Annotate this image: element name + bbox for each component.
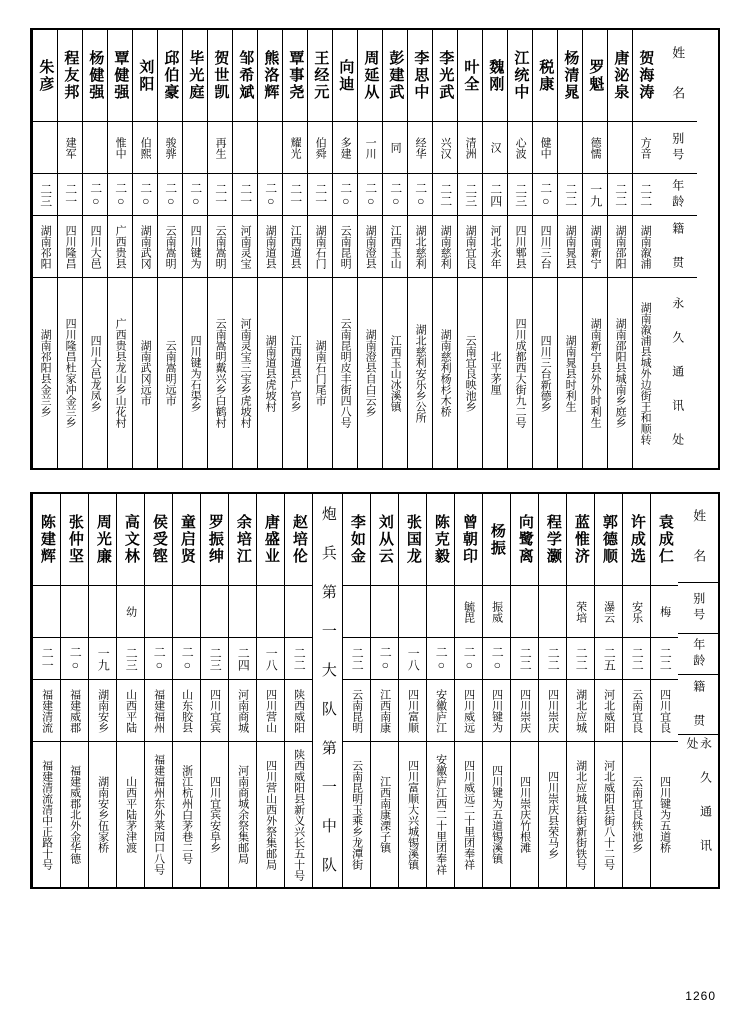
person-alias: [61, 586, 88, 638]
person-age: 一九: [583, 174, 607, 216]
person-age: 二一: [283, 174, 307, 216]
person-alias: [285, 586, 312, 638]
person-name: 唐盛业: [257, 494, 284, 586]
person-age: 二○: [258, 174, 282, 216]
person-alias: [33, 122, 57, 174]
person-alias: 惟中: [108, 122, 132, 174]
person-origin: 河北威阳: [595, 680, 622, 742]
person-origin: 江西玉山: [383, 216, 407, 278]
person-column: [382, 30, 407, 468]
person-column: [32, 30, 57, 468]
person-origin: 四川郫县: [508, 216, 532, 278]
person-origin: 湖南慈利: [433, 216, 457, 278]
person-address: 云南宜良映池乡: [464, 334, 477, 412]
person-name: 侯受铿: [145, 494, 172, 586]
person-column: [144, 494, 172, 887]
person-origin: 四川崇庆: [539, 680, 566, 742]
person-age: 二一: [208, 174, 232, 216]
person-alias: [145, 586, 172, 638]
person-name: 童启贤: [173, 494, 200, 586]
person-alias: 荣培: [567, 586, 594, 638]
person-column: [482, 494, 510, 887]
person-origin: 福建福州: [145, 680, 172, 742]
person-name: 周延从: [358, 30, 382, 122]
person-origin: 四川宜良: [651, 680, 678, 742]
person-alias: 同: [383, 122, 407, 174]
person-origin: 湖南安乡: [89, 680, 116, 742]
person-alias: [173, 586, 200, 638]
person-name: 唐泌泉: [608, 30, 632, 122]
person-origin: 四川崇庆: [511, 680, 538, 742]
person-column: [507, 30, 532, 468]
person-name: 陈建辉: [33, 494, 60, 586]
person-origin: 四川宜宾: [201, 680, 228, 742]
person-name: 陈克毅: [427, 494, 454, 586]
unit-label: 炮 兵 第 一 大 队 第 一 中 队: [319, 505, 336, 876]
person-origin: 四川键为: [483, 680, 510, 742]
person-name: 李如金: [343, 494, 370, 586]
person-alias: [558, 122, 582, 174]
person-origin: 云南嵩明: [208, 216, 232, 278]
person-column: [232, 30, 257, 468]
person-column: [57, 30, 82, 468]
person-address: 四川隆昌杜家冲金兰乡: [64, 318, 77, 428]
person-column: [282, 30, 307, 468]
person-age: 二一: [308, 174, 332, 216]
person-age: 二○: [133, 174, 157, 216]
person-origin: 四川威远: [455, 680, 482, 742]
person-age: 二二: [651, 638, 678, 680]
person-address: 山西平陆茅津渡: [124, 776, 137, 853]
header-name: 姓 名: [678, 494, 718, 583]
person-origin: 江西道县: [283, 216, 307, 278]
person-name: 贺海涛: [633, 30, 657, 122]
person-column: [398, 494, 426, 887]
person-address: 四川威远二十里团奉祥: [462, 759, 475, 870]
person-name: 李思中: [408, 30, 432, 122]
person-column: [182, 30, 207, 468]
person-alias: [539, 586, 566, 638]
person-address: 福建福州东外菜园口八号: [152, 754, 165, 875]
person-name: 余培江: [229, 494, 256, 586]
person-origin: 福建清流: [33, 680, 60, 742]
person-address: 湖南邵阳县城南乡庭乡: [614, 318, 627, 428]
person-age: 二二: [433, 174, 457, 216]
person-column: [257, 30, 282, 468]
person-origin: 湖南溆浦: [633, 216, 657, 278]
person-age: 二三: [201, 638, 228, 680]
person-address: 云南昆明皮丰街四八号: [339, 318, 352, 428]
person-column: [482, 30, 507, 468]
person-origin: 湖南宜良: [458, 216, 482, 278]
person-column: [432, 30, 457, 468]
person-age: 二一: [58, 174, 82, 216]
person-address: 云南嵩明远市: [164, 340, 177, 406]
person-name: 郭德顺: [595, 494, 622, 586]
person-alias: [233, 122, 257, 174]
person-address: 湖南道县虎坡村: [264, 334, 277, 412]
person-name: 罗振绅: [201, 494, 228, 586]
person-column: [172, 494, 200, 887]
person-name: 杨清晁: [558, 30, 582, 122]
person-age: 二二: [285, 638, 312, 680]
person-alias: [399, 586, 426, 638]
person-name: 刘阳: [133, 30, 157, 122]
person-column: [510, 494, 538, 887]
person-name: 蓝惟济: [567, 494, 594, 586]
header-alias: 别号: [657, 122, 697, 174]
person-column: [132, 30, 157, 468]
person-origin: 湖南祁阳: [33, 216, 57, 278]
person-name: 王经元: [308, 30, 332, 122]
person-address: 云南嵩明戴兴乡白鹤村: [214, 318, 227, 428]
person-address: 四川键为石渠乡: [189, 334, 202, 412]
person-name: 向鹭离: [511, 494, 538, 586]
person-age: 二一: [233, 174, 257, 216]
person-age: 二二: [511, 638, 538, 680]
person-address: 陕西威阳县新义兴长五十号: [292, 748, 305, 881]
person-name: 叶全: [458, 30, 482, 122]
person-name: 曾朝印: [455, 494, 482, 586]
person-age: 一八: [257, 638, 284, 680]
person-age: 二○: [183, 174, 207, 216]
person-origin: 陕西威阳: [285, 680, 312, 742]
person-name: 邹希斌: [233, 30, 257, 122]
person-alias: [511, 586, 538, 638]
person-alias: [89, 586, 116, 638]
person-address: 湖南澄县自白云乡: [364, 329, 377, 417]
person-origin: 湖南晁县: [558, 216, 582, 278]
person-alias: 德懦: [583, 122, 607, 174]
person-column: [632, 30, 657, 468]
person-address: 四川崇庆竹根滩: [518, 776, 531, 853]
person-alias: [229, 586, 256, 638]
person-address: 福建清流清中正路十号: [40, 759, 53, 870]
person-name: 张仲坚: [61, 494, 88, 586]
person-alias: 瀑云: [595, 586, 622, 638]
person-alias: 汉: [483, 122, 507, 174]
person-age: 二二: [623, 638, 650, 680]
person-alias: [257, 586, 284, 638]
person-name: 魏刚: [483, 30, 507, 122]
person-origin: 湖南新宁: [583, 216, 607, 278]
person-name: 刘从云: [371, 494, 398, 586]
person-alias: 建军: [58, 122, 82, 174]
person-age: 二二: [343, 638, 370, 680]
person-address: 云南昆明玉乘乡龙潭街: [350, 759, 363, 870]
person-origin: 湖北应城: [567, 680, 594, 742]
person-age: 二五: [595, 638, 622, 680]
person-age: 二四: [483, 174, 507, 216]
person-column: [566, 494, 594, 887]
header-origin: 籍 贯: [678, 675, 718, 735]
person-alias: [343, 586, 370, 638]
person-alias: 幼: [117, 586, 144, 638]
person-name: 罗魁: [583, 30, 607, 122]
person-column: [538, 494, 566, 887]
person-column: [607, 30, 632, 468]
person-column: [557, 30, 582, 468]
person-age: 二○: [333, 174, 357, 216]
person-age: 二○: [427, 638, 454, 680]
person-address: 四川宜宾安阜乡: [208, 776, 221, 853]
person-age: 二○: [408, 174, 432, 216]
person-name: 程学灏: [539, 494, 566, 586]
person-column: [228, 494, 256, 887]
person-origin: 江西南康: [371, 680, 398, 742]
person-address: 湖南溆浦县城外边街王和顺转: [639, 301, 652, 445]
person-age: 二○: [158, 174, 182, 216]
person-name: 杨健强: [83, 30, 107, 122]
person-alias: [201, 586, 228, 638]
person-address: 湖北慈利安乐乡公所: [414, 323, 427, 423]
person-address: 湖南慈利杨杉木桥: [439, 329, 452, 417]
person-name: 贺世凯: [208, 30, 232, 122]
person-origin: 云南嵩明: [158, 216, 182, 278]
person-address: 湖南新宁县外外时利生: [589, 318, 602, 428]
person-alias: 骏骅: [158, 122, 182, 174]
person-column: [60, 494, 88, 887]
person-alias: 毓毘: [455, 586, 482, 638]
person-origin: 四川大邑: [83, 216, 107, 278]
person-origin: 河北永年: [483, 216, 507, 278]
person-age: 二二: [539, 638, 566, 680]
person-address: 四川富顺大兴城锡溪镇: [406, 759, 419, 870]
person-column: [454, 494, 482, 887]
person-origin: 四川隆昌: [58, 216, 82, 278]
person-address: 江西南康溧子镇: [378, 776, 391, 853]
person-name: 熊洛辉: [258, 30, 282, 122]
person-origin: 四川营山: [257, 680, 284, 742]
person-alias: 梅: [651, 586, 678, 638]
person-address: 湖北应城县街新街铁号: [574, 759, 587, 870]
person-origin: 四川富顺: [399, 680, 426, 742]
person-column: [426, 494, 454, 887]
person-column: [457, 30, 482, 468]
person-alias: [608, 122, 632, 174]
person-alias: 一川: [358, 122, 382, 174]
person-address: 云南宜良铁池乡: [630, 776, 643, 853]
column-headers: [657, 30, 697, 468]
person-column: [342, 494, 370, 887]
person-age: 二○: [358, 174, 382, 216]
person-address: 四川崇庆县荣马乡: [546, 770, 559, 859]
person-column: [88, 494, 116, 887]
person-age: 二二: [558, 174, 582, 216]
person-age: 二○: [371, 638, 398, 680]
person-address: 四川键为五道桥: [658, 776, 671, 853]
person-address: 四川三台新德乡: [539, 334, 552, 412]
person-origin: 山东胶县: [173, 680, 200, 742]
header-origin: 籍 贯: [657, 216, 697, 278]
person-address: 河北威阳县街八十二号: [602, 759, 615, 870]
person-column: [284, 494, 312, 887]
person-name: 覃健强: [108, 30, 132, 122]
header-name: 姓 名: [657, 30, 697, 122]
person-alias: 安乐: [623, 586, 650, 638]
person-alias: [258, 122, 282, 174]
person-address: 浙江杭州白茅巷二号: [180, 765, 193, 864]
person-address: 四川大邑龙凤乡: [89, 334, 102, 412]
person-name: 邱伯豪: [158, 30, 182, 122]
header-age: 年龄: [657, 174, 697, 216]
person-alias: [33, 586, 60, 638]
person-age: 二○: [61, 638, 88, 680]
person-name: 许成选: [623, 494, 650, 586]
person-name: 江统中: [508, 30, 532, 122]
person-name: 覃事尧: [283, 30, 307, 122]
person-address: 湖南安乡伍家桥: [96, 776, 109, 853]
person-age: 二○: [173, 638, 200, 680]
person-name: 程友邦: [58, 30, 82, 122]
header-alias: 别号: [678, 583, 718, 634]
person-age: 二○: [455, 638, 482, 680]
person-address: 广西贵县龙山乡山花村: [114, 318, 127, 428]
person-age: 二○: [383, 174, 407, 216]
person-age: 一八: [399, 638, 426, 680]
person-name: 高文林: [117, 494, 144, 586]
person-alias: [427, 586, 454, 638]
person-name: 张国龙: [399, 494, 426, 586]
person-address: 北平茅厘: [489, 351, 502, 395]
person-column: [107, 30, 132, 468]
person-alias: 再生: [208, 122, 232, 174]
person-origin: 山西平陆: [117, 680, 144, 742]
person-name: 杨振: [483, 494, 510, 586]
person-column: [532, 30, 557, 468]
person-alias: [83, 122, 107, 174]
person-origin: 云南昆明: [343, 680, 370, 742]
person-origin: 四川三台: [533, 216, 557, 278]
person-address: 湖南石门尾市: [314, 340, 327, 406]
person-column: [582, 30, 607, 468]
page-number: 1260: [685, 989, 716, 1003]
person-column: [357, 30, 382, 468]
person-address: 四川成都西大街九二号: [514, 318, 527, 428]
person-alias: 健中: [533, 122, 557, 174]
person-alias: 方音: [633, 122, 657, 174]
header-address: 永 久 通 讯 处: [685, 737, 713, 856]
person-origin: 福建威郡: [61, 680, 88, 742]
person-origin: 湖南邵阳: [608, 216, 632, 278]
person-column: [370, 494, 398, 887]
person-age: 二○: [108, 174, 132, 216]
person-name: 朱彦: [33, 30, 57, 122]
person-column: [32, 494, 60, 887]
person-age: 二四: [229, 638, 256, 680]
person-alias: 多建: [333, 122, 357, 174]
person-age: 二二: [608, 174, 632, 216]
person-age: 二○: [83, 174, 107, 216]
person-origin: 河南商城: [229, 680, 256, 742]
person-column: [407, 30, 432, 468]
person-address: 四川营山西外祭集邮局: [264, 759, 277, 870]
person-origin: 云南宜良: [623, 680, 650, 742]
person-age: 一九: [89, 638, 116, 680]
person-origin: 广西贵县: [108, 216, 132, 278]
person-address: 福建威郡北外金华德: [68, 765, 81, 864]
person-alias: 振威: [483, 586, 510, 638]
person-address: 四川键为五道锡溪镇: [490, 765, 503, 864]
person-column: [650, 494, 678, 887]
person-column: [157, 30, 182, 468]
person-name: 向迪: [333, 30, 357, 122]
person-origin: 湖南武冈: [133, 216, 157, 278]
person-column: [116, 494, 144, 887]
person-alias: 经华: [408, 122, 432, 174]
person-alias: 伯熙: [133, 122, 157, 174]
person-alias: 伯舜: [308, 122, 332, 174]
person-address: 河南商城余祭集邮局: [236, 765, 249, 864]
person-origin: 四川键为: [183, 216, 207, 278]
person-origin: 河南灵宝: [233, 216, 257, 278]
person-column: [200, 494, 228, 887]
person-age: 二三: [458, 174, 482, 216]
person-alias: 清洲: [458, 122, 482, 174]
person-name: 赵培伦: [285, 494, 312, 586]
person-address: 湖南祁阳县金兰乡: [39, 329, 52, 417]
person-column: [82, 30, 107, 468]
person-origin: 云南昆明: [333, 216, 357, 278]
person-column: [256, 494, 284, 887]
person-alias: [371, 586, 398, 638]
person-address: 江西玉山冰溪镇: [389, 334, 402, 412]
column-headers: [678, 494, 718, 887]
header-address: 永 久 通 讯 处: [670, 297, 685, 449]
person-name: 周光廉: [89, 494, 116, 586]
person-column: [594, 494, 622, 887]
person-age: 二二: [633, 174, 657, 216]
person-address: 河南灵宝三宝乡虎坡村: [239, 318, 252, 428]
person-origin: 湖北慈利: [408, 216, 432, 278]
person-column: [622, 494, 650, 887]
roster-table-block-2: [30, 492, 720, 889]
person-alias: 心波: [508, 122, 532, 174]
header-age: 年龄: [678, 634, 718, 675]
person-origin: 湖南澄县: [358, 216, 382, 278]
person-age: 二二: [567, 638, 594, 680]
person-address: 安徽庐江西二十里团奉祥: [434, 754, 447, 875]
person-name: 彭建武: [383, 30, 407, 122]
person-age: 二三: [117, 638, 144, 680]
person-origin: 湖南道县: [258, 216, 282, 278]
person-address: 江西道县广宫乡: [289, 334, 302, 412]
person-column: [332, 30, 357, 468]
person-name: 李光武: [433, 30, 457, 122]
person-name: 毕光庭: [183, 30, 207, 122]
roster-table-block-1: [30, 28, 720, 470]
person-age: 二三: [508, 174, 532, 216]
unit-label-column: [312, 494, 342, 887]
person-age: 二三: [33, 174, 57, 216]
person-alias: 耀光: [283, 122, 307, 174]
person-age: 二○: [145, 638, 172, 680]
person-column: [207, 30, 232, 468]
person-alias: [183, 122, 207, 174]
person-age: 二○: [533, 174, 557, 216]
person-age: 二○: [483, 638, 510, 680]
person-column: [307, 30, 332, 468]
person-alias: 兴汉: [433, 122, 457, 174]
person-origin: 安徽庐江: [427, 680, 454, 742]
person-age: 二一: [33, 638, 60, 680]
person-origin: 湖南石门: [308, 216, 332, 278]
person-name: 税康: [533, 30, 557, 122]
person-address: 湖南晁县时利生: [564, 334, 577, 412]
person-name: 袁成仁: [651, 494, 678, 586]
person-address: 湖南武冈远市: [139, 340, 152, 406]
